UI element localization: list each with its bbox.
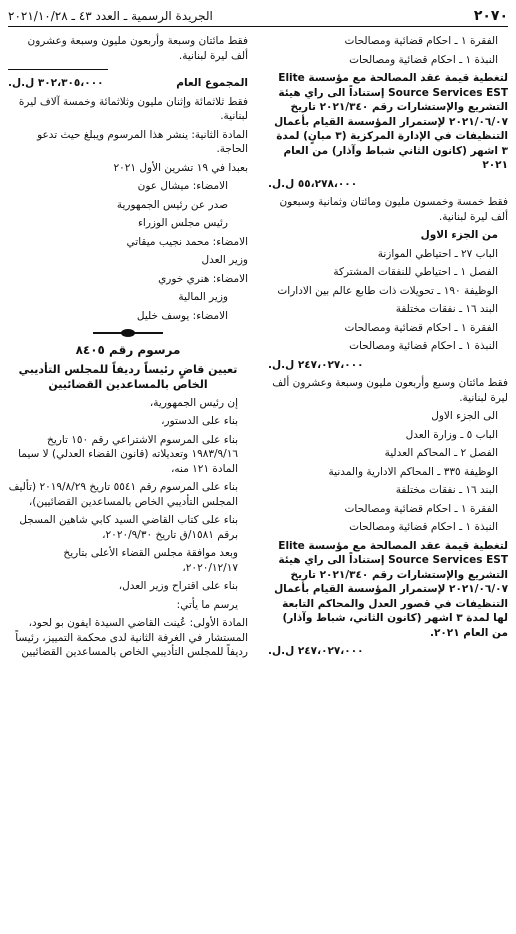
clause: بناء على المرسوم رقم ٥٥٤١ تاريخ ٢٠١٩/٨/٢٩ (تأليف المجلس التأديبي الخاص بالمساعدين القضائيين)، — [8, 481, 238, 508]
section-separator — [93, 329, 163, 337]
signature-justice: الامضاء: هنري خوري — [158, 272, 248, 285]
amount: ٢٤٧،٠٢٧،٠٠٠ ل.ل. — [268, 358, 364, 371]
item-line: الفقرة ١ ـ احكام قضائية ومصالحات — [344, 321, 498, 334]
article-one: المادة الأولى: عُينت القاضي السيدة ايفون بو لحود، المستشار في الغرفة الثانية لدى محكمة التمييز، رئيساً رديفاً للمجلس التأديبي الخاص بالمساعدين القضائيين — [15, 617, 248, 658]
grand-total-row — [8, 76, 248, 91]
signature-pm: الامضاء: محمد نجيب ميقاتي — [126, 235, 248, 248]
page-header — [8, 6, 508, 27]
item-line: الباب ٥ ـ وزارة العدل — [405, 428, 498, 441]
issued-by: صدر عن رئيس الجمهورية — [116, 198, 228, 211]
item-line: الفقرة ١ ـ احكام قضائية ومصالحات — [344, 35, 498, 47]
decree-title: تعيين قاضٍ رئيساً رديفاً للمجلس التأديبي الخاص بالمساعدين القضائيين — [18, 362, 238, 391]
amount: ٥٥،٢٧٨،٠٠٠ ل.ل. — [268, 177, 358, 190]
item-line: البند ١٦ ـ نفقات مختلفة — [395, 303, 498, 315]
item-line: النبذة ١ ـ احكام قضائية ومصالحات — [349, 340, 498, 352]
page-number: ٢٠٧٠ — [473, 8, 508, 24]
coverage-paragraph: لتغطية قيمة عقد المصالحة مع مؤسسة Elite Source Services EST إستناداً الى راي هيئة التشريع والإستشارات رقم ٢٠٢١/٣٤٠ تاريخ ٢٠٢١/٠٦/٠٧ لإستمرار المؤسسة القيام بأعمال التنظيفات في الإدارة المركزية (٣ مبانٍ) لمدة ٣ اشهر (كانون الثاني شباط وآذار) من العام ٢٠٢١ — [274, 72, 508, 171]
part-heading: من الجزء الاول — [420, 229, 498, 241]
amount: ٢٤٧،٠٢٧،٠٠٠ ل.ل. — [268, 645, 364, 657]
clause: بناء على كتاب القاضي السيد كابي شاهين المسجل برقم ١٥٨١/ق تاريخ ٢٠٢٠/٩/٣٠، — [19, 514, 238, 541]
amount-words: فقط ثلاثمائة وإثنان مليون وثلاثمائة وخمسة آلاف ليرة لبنانية. — [18, 95, 248, 122]
amount-words: فقط مائتان وسبع وأربعون مليون وسبعة وعشرون ألف ليرة لبنانية. — [272, 377, 508, 404]
total-amount: ٣٠٢،٣٠٥،٠٠٠ ل.ل. — [8, 77, 104, 89]
amount-words: فقط خمسة وخمسون مليون ومائتان وثمانية وسبعون ألف ليرة لبنانية. — [279, 196, 508, 223]
clause: يرسم ما يأتي: — [176, 598, 238, 611]
item-line: الباب ٢٧ ـ احتياطي الموازنة — [377, 247, 498, 260]
item-line: النبذة ١ ـ احكام قضائية ومصالحات — [349, 521, 498, 533]
item-line: الفصل ٢ ـ المحاكم العدلية — [384, 447, 498, 459]
gazette-title: الجريدة الرسمية ـ العدد ٤٣ ـ ٢٠٢١/١٠/٢٨ — [8, 9, 213, 23]
left-column — [8, 34, 248, 664]
item-line: الوظيفة ١٩٠ ـ تحويلات ذات طابع عالم بين الادارات — [277, 284, 498, 297]
amount-words: فقط مائتان وسبعة وأربعون مليون وسبعة وعشرون ألف ليرة لبنانية. — [27, 35, 248, 62]
divider — [8, 69, 108, 70]
clause: بناء على الدستور، — [161, 415, 238, 427]
role-justice: وزير العدل — [201, 254, 248, 266]
decree-number: مرسوم رقم ٨٤٠٥ — [75, 343, 181, 357]
right-column — [268, 34, 508, 663]
clause: وبعد موافقة مجلس القضاء الأعلى بتاريخ ٢٠٢٠/١٢/١٧، — [63, 547, 238, 574]
signature-finance: الامضاء: يوسف خليل — [136, 309, 228, 322]
role-pm: رئيس مجلس الوزراء — [137, 217, 228, 229]
clause: بناء على المرسوم الاشتراعي رقم ١٥٠ تاريخ ١٩٨٣/٩/١٦ وتعديلاته (قانون القضاء العدلي) لا سيما المادة ١٢١ منه، — [18, 433, 238, 475]
clause: إن رئيس الجمهورية، — [149, 396, 238, 409]
total-label: المجموع العام — [176, 77, 248, 89]
coverage-paragraph: لتغطية قيمة عقد المصالحة مع مؤسسة Elite Source Services EST إستناداً الى راي هيئة التشريع والإستشارات رقم ٢٠٢١/٣٤٠ تاريخ ٢٠٢١/٠٦/٠٧ لإستمرار المؤسسة القيام بأعمال التنظيفات في قصور العدل والمحاكم التابعة لها لمدة ٣ اشهر (كانون الثاني، شباط وآذار) من العام ٢٠٢١. — [274, 539, 508, 639]
clause: بناء على اقتراح وزير العدل، — [118, 580, 238, 592]
signature-president: الامضاء: ميشال عون — [137, 180, 228, 192]
item-line: النبذة ١ ـ احكام قضائية ومصالحات — [349, 53, 498, 66]
role-finance: وزير المالية — [178, 291, 228, 303]
item-line: الفقرة ١ ـ احكام قضائية ومصالحات — [344, 502, 498, 515]
article-two: المادة الثانية: ينشر هذا المرسوم ويبلغ حيث تدعو الحاجة. — [37, 128, 248, 155]
item-line: الوظيفة ٣٣٥ ـ المحاكم الادارية والمدنية — [328, 465, 498, 478]
part-heading: الى الجزء الاول — [431, 410, 498, 422]
item-line: الفصل ١ ـ احتياطي للنفقات المشتركة — [333, 266, 498, 278]
decree-date: بعبدا في ١٩ تشرين الأول ٢٠٢١ — [113, 161, 248, 174]
item-line: البند ١٦ ـ نفقات مختلفة — [395, 484, 498, 496]
